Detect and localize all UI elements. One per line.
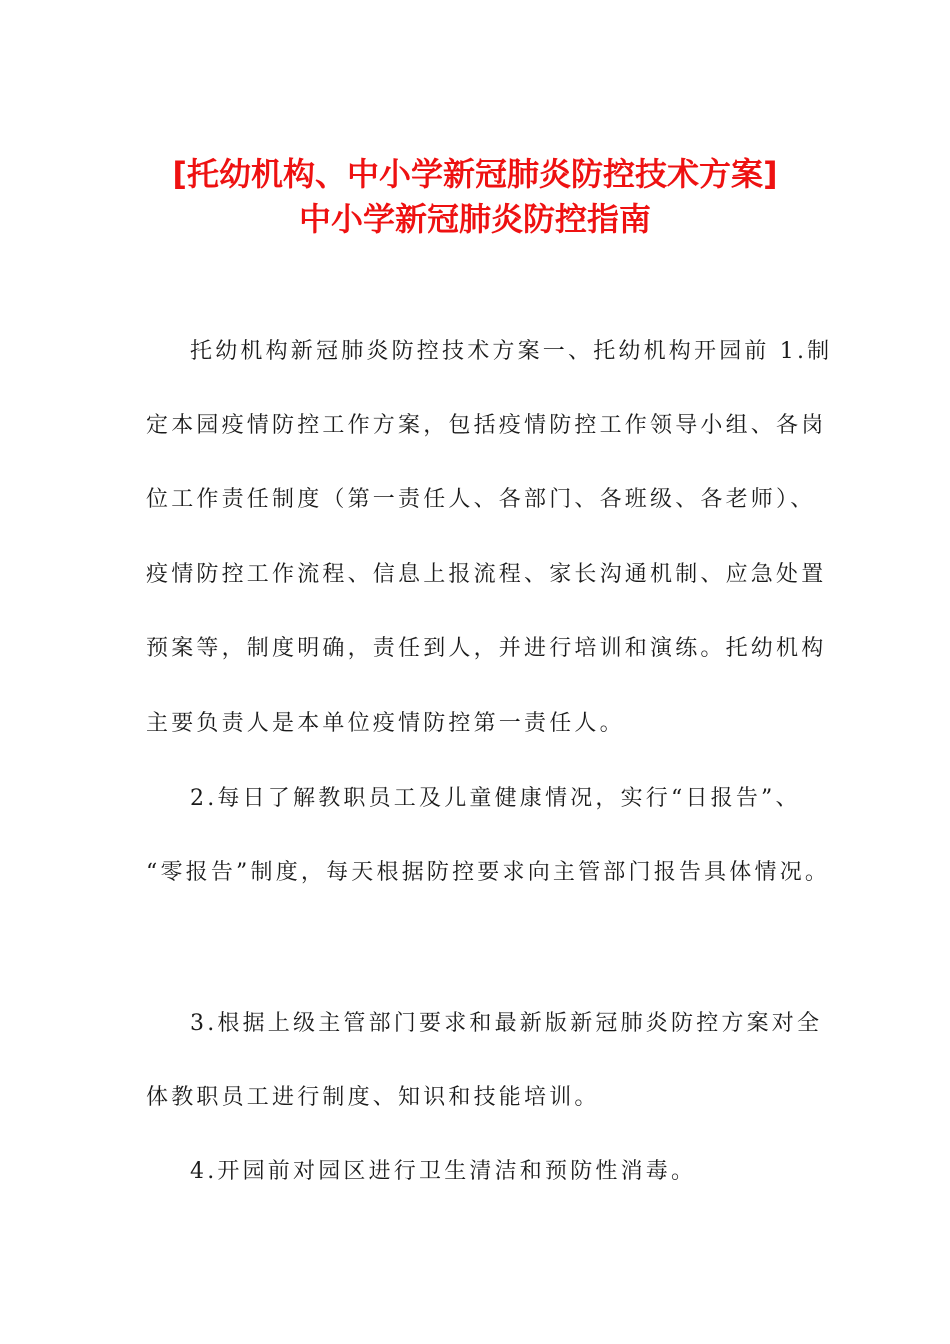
body-line: 2.每日了解教职员工及儿童健康情况，实行“日报告”、	[190, 786, 801, 811]
body-line: 托幼机构新冠肺炎防控技术方案一、托幼机构开园前 1.制	[190, 339, 833, 364]
body-line: 体教职员工进行制度、知识和技能培训。	[146, 1085, 600, 1110]
body-line: 3.根据上级主管部门要求和最新版新冠肺炎防控方案对全	[190, 1011, 823, 1036]
body-line: 4.开园前对园区进行卫生清洁和预防性消毒。	[190, 1159, 697, 1184]
body-line: “零报告”制度，每天根据防控要求向主管部门报告具体情况。	[146, 860, 831, 885]
body-line: 预案等，制度明确，责任到人，并进行培训和演练。托幼机构	[146, 636, 827, 661]
body-line: 位工作责任制度（第一责任人、各部门、各班级、各老师）、	[146, 487, 816, 512]
body-line: 疫情防控工作流程、信息上报流程、家长沟通机制、应急处置	[146, 562, 827, 587]
document-title: [托幼机构、中小学新冠肺炎防控技术方案]	[172, 155, 778, 193]
body-line: 定本园疫情防控工作方案，包括疫情防控工作领导小组、各岗	[146, 413, 827, 438]
document-subtitle: 中小学新冠肺炎防控指南	[298, 200, 651, 238]
body-line: 主要负责人是本单位疫情防控第一责任人。	[146, 711, 625, 736]
